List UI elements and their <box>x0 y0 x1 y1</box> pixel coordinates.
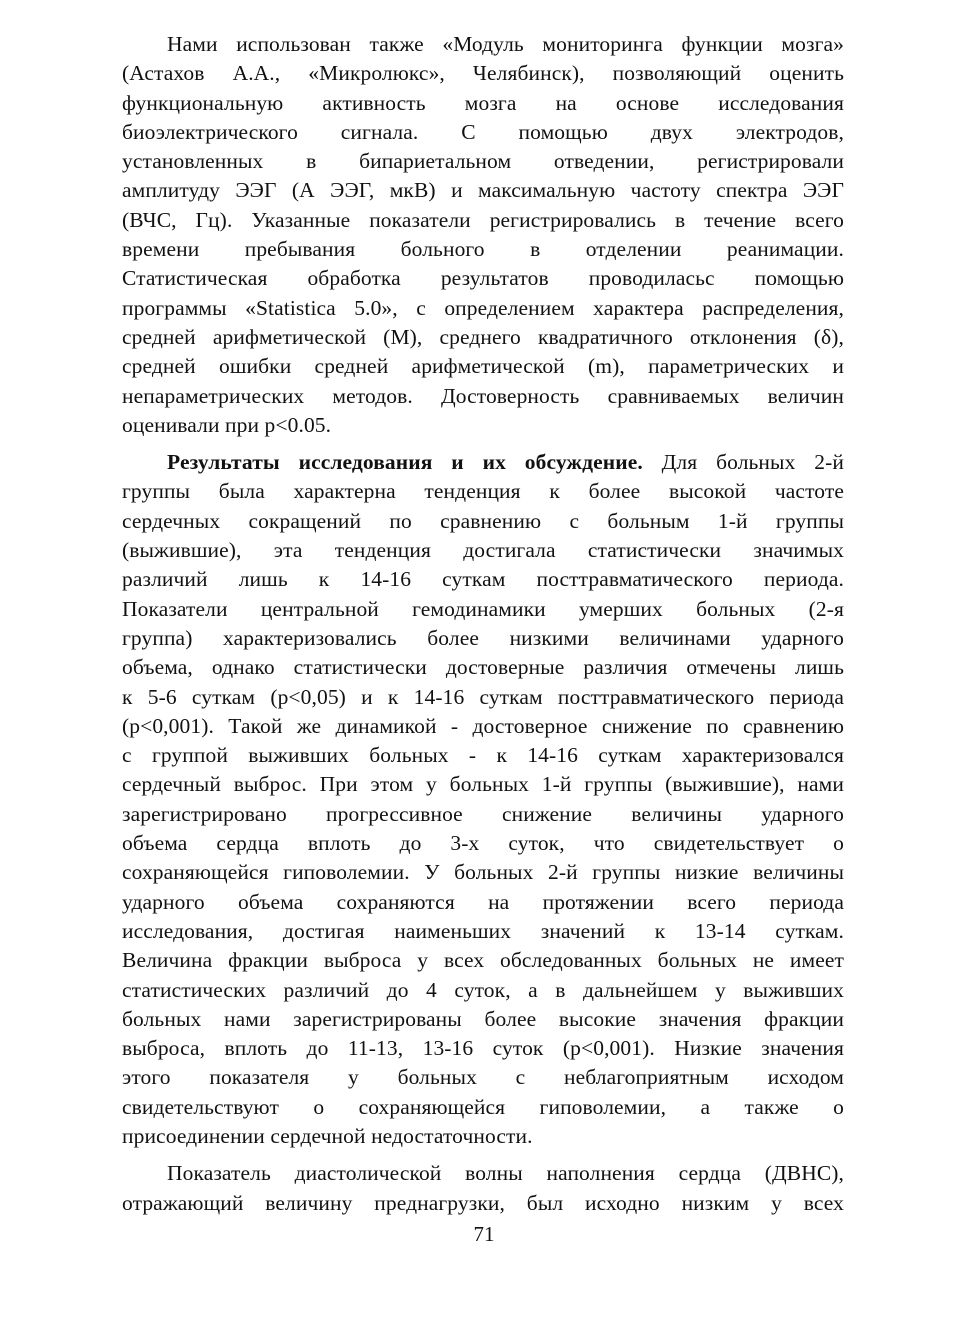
page-body <box>122 30 844 1218</box>
text-line: выброса, вплоть до 11-13, 13-16 суток (p<0,001). Низкие значения <box>122 1036 844 1061</box>
text-line: Показатель диастолической волны наполнения сердца (ДВНС), <box>167 1161 844 1186</box>
text-line: Статистическая обработка результатов проводиласьс помощью <box>122 266 844 291</box>
text-line: (ВЧС, Гц). Указанные показатели регистрировались в течение всего <box>122 207 844 232</box>
page-number: 71 <box>473 1222 495 1246</box>
text-line: зарегистрировано прогрессивное снижение величины ударного <box>122 801 844 826</box>
text-line: (p<0,001). Такой же динамикой - достоверное снижение по сравнению <box>122 713 844 738</box>
text-line: функциональную активность мозга на основе исследования <box>122 90 844 115</box>
text-line: амплитуду ЭЭГ (А ЭЭГ, мкВ) и максимальную частоту спектра ЭЭГ <box>122 178 844 203</box>
text-line: программы «Statistica 5.0», с определением характера распределения, <box>122 295 844 320</box>
text-line: группа) характеризовались более низкими величинами ударного <box>122 625 844 650</box>
text-line: объема сердца вплоть до 3-х суток, что свидетельствует о <box>122 831 844 856</box>
text-line: больных нами зарегистрированы более высокие значения фракции <box>122 1006 844 1031</box>
text-line: сердечный выброс. При этом у больных 1-й группы (выжившие), нами <box>122 772 844 797</box>
text-line: средней арифметической (М), среднего квадратичного отклонения (δ), <box>122 324 844 349</box>
text-line <box>122 448 844 477</box>
text-line: объема, однако статистически достоверные различия отмечены лишь <box>122 655 844 680</box>
paragraph-dvns <box>122 1159 844 1218</box>
text-line: группы была характерна тенденция к более высокой частоте <box>122 479 844 504</box>
text-line: оценивали при p<0.05. <box>122 412 332 437</box>
text-line: средней ошибки средней арифметической (m), параметрических и <box>122 354 844 379</box>
text-line: Показатели центральной гемодинамики умерших больных (2-я <box>122 596 844 621</box>
text-line: этого показателя у больных с неблагоприятным исходом <box>122 1065 844 1090</box>
section-heading: Результаты исследования и их обсуждение. <box>167 450 643 475</box>
text-line: ударного объема сохраняются на протяжении всего периода <box>122 889 844 914</box>
text-line: непараметрических методов. Достоверность сравниваемых величин <box>122 383 844 408</box>
text-line: присоединении сердечной недостаточности. <box>122 1123 533 1148</box>
text-line: статистических различий до 4 суток, а в дальнейшем у выживших <box>122 977 844 1002</box>
text-line: Нами использован также «Модуль мониторинга функции мозга» <box>167 32 844 56</box>
text-line: Величина фракции выброса у всех обследованных больных не имеет <box>122 948 844 973</box>
text-line: различий лишь к 14-16 суткам посттравматического периода. <box>122 567 844 592</box>
text-line: времени пребывания больного в отделении реанимации. <box>122 237 844 262</box>
text-line: (выжившие), эта тенденция достигала статистически значимых <box>122 538 844 563</box>
text-line: установленных в бипариетальном отведении, регистрировали <box>122 149 844 174</box>
heading-line-rest: Для больных 2-й <box>642 450 844 475</box>
text-line: (Астахов А.А., «Микролюкс», Челябинск), позволяющий оценить <box>122 61 844 86</box>
text-line: сердечных сокращений по сравнению с больным 1-й группы <box>122 508 844 533</box>
paragraph-results <box>122 448 844 1151</box>
text-line: биоэлектрического сигнала. С помощью двух электродов, <box>122 119 844 144</box>
text-line: к 5-6 суткам (p<0,05) и к 14-16 суткам посттравматического периода <box>122 684 844 709</box>
paragraph-methods <box>122 30 844 440</box>
text-line: исследования, достигая наименьших значений к 13-14 суткам. <box>122 918 844 943</box>
text-line: отражающий величину преднагрузки, был исходно низким у всех <box>122 1190 844 1215</box>
text-line: с группой выживших больных - к 14-16 суткам характеризовался <box>122 743 844 768</box>
text-line: сохраняющейся гиповолемии. У больных 2-й группы низкие величины <box>122 860 844 885</box>
text-line: свидетельствуют о сохраняющейся гиповолемии, а также о <box>122 1094 844 1119</box>
